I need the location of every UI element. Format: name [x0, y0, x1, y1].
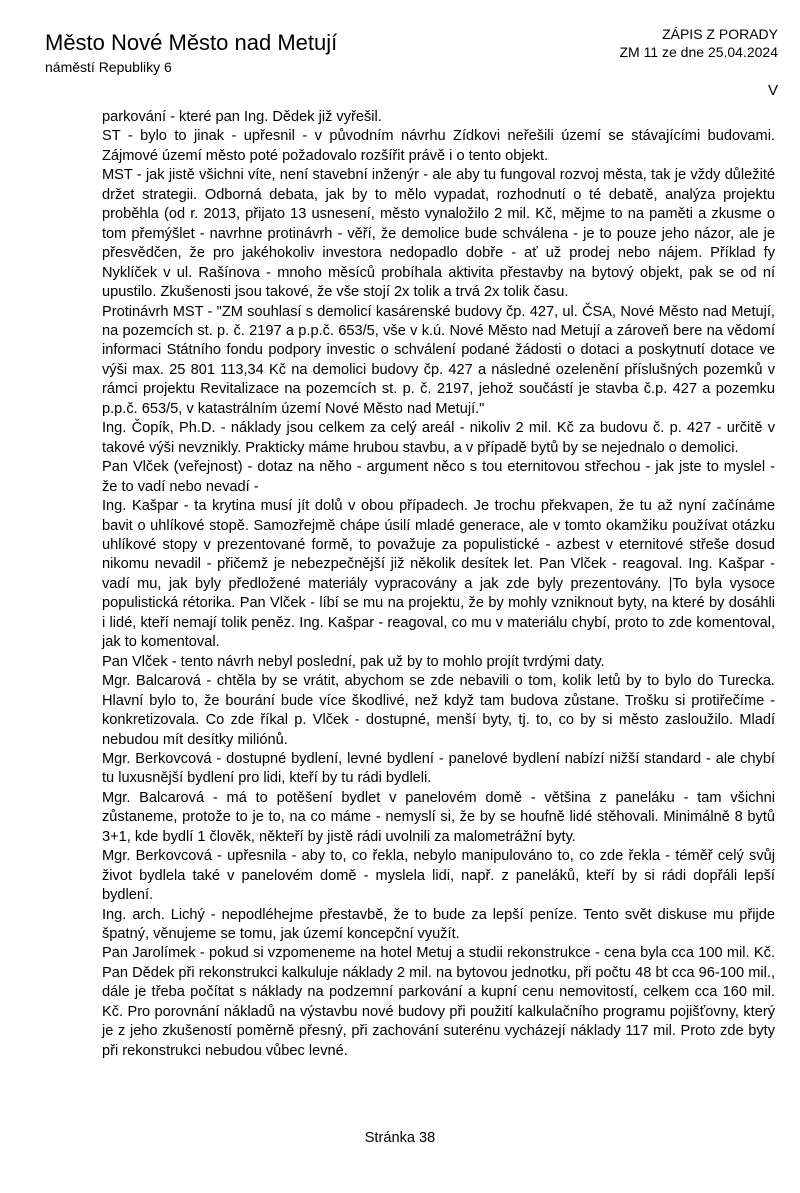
municipality-address: náměstí Republiky 6	[45, 59, 172, 75]
document-header-left	[45, 30, 337, 76]
paragraph: Ing. Čopík, Ph.D. - náklady jsou celkem za celý areál - nikoliv 2 mil. Kč za budovu č. p. 427 - určitě v takové výši nevznikly. Prakticky máme hrubou stavbu, a v případě bytů by se nejednalo o demolici.	[102, 420, 775, 456]
document-reference: ZM 11 ze dne 25.04.2024	[619, 44, 778, 60]
paragraph: MST - jak jistě všichni víte, není stavební inženýr - ale aby tu fungoval rozvoj města, tak je vždy důležité držet strategii. Odborná debata, jak by to mělo vypadat, rozhodnutí o té debatě, analýza projektu proběhla (od r. 2013, přijato 13 usnesení, město vynaložilo 2 mil. Kč, mějme to na paměti a zkusme o tom přemýšlet - navrhne protinávrh - věří, že demolice bude schválena - je to pouze jeho názor, ale je přesvědčen, že pro jakéhokoliv investora nedopadlo dobře - ať už prodej nebo nájem. Příklad fy Nyklíček v ul. Rašínova - mnoho měsíců probíhala aktivita přestavby na bytový objekt, pak se od ní upustilo. Zkušenosti jsou takové, že vše stojí 2x tolik a trvá 2x tolik času.	[102, 167, 775, 301]
paragraph: Mgr. Berkovcová - upřesnila - aby to, co řekla, nebylo manipulováno to, co zde řekla - téměř celý svůj život bydlela také v panelovém domě - myslela lidi, např. z paneláků, kteří by si rádi dopřáli lepší bydlení.	[102, 848, 775, 904]
paragraph: Pan Jarolímek - pokud si vzpomeneme na hotel Metuj a studii rekonstrukce - cena byla cca 100 mil. Kč. Pan Dědek při rekonstrukci kalkuluje náklady 2 mil. na bytovou jednotku, při počtu 48 bt cca 96-100 mil., dále je třeba počítat s náklady na podzemní parkování a kupní cenu nemovitostí, celkem cca 160 mil. Kč. Pro porovnání nákladů na výstavbu nové budovy při použití kalkulačního programu pojišťovny, který je z jeho zkušeností poměrně přesný, při zachování suterénu vycházejí náklady 117 mil. Proto zde byty při rekonstrukci nebudou vůbec levné.	[102, 945, 775, 1059]
minutes-body	[102, 108, 775, 1061]
page-number: Stránka 38	[364, 1130, 436, 1146]
paragraph: Mgr. Berkovcová - dostupné bydlení, levné bydlení - panelové bydlení nabízí nižší standard - ale chybí tu luxusnější bydlení pro lidi, kteří by tu rádi bydleli.	[102, 750, 775, 787]
paragraph: Ing. arch. Lichý - nepodléhejme přestavbě, že to bude za lepší peníze. Tento svět diskuse mu přijde špatný, věnujeme se tomu, jak území koncepční využít.	[102, 906, 775, 943]
paragraph: ST - bylo to jinak - upřesnil - v původním návrhu Zídkovi neřešili území se stávajícími budovami. Zájmové území město poté požadovalo rozšířit právě i o tento objekt.	[102, 128, 775, 164]
paragraph: Pan Vlček - tento návrh nebyl poslední, pak už by to mohlo projít tvrdými daty.	[102, 653, 605, 670]
section-mark: V	[767, 82, 778, 99]
paragraph: parkování - které pan Ing. Dědek již vyřešil.	[102, 109, 382, 125]
paragraph: Ing. Kašpar - ta krytina musí jít dolů v obou případech. Je trochu překvapen, že tu až nyní začínáme bavit o uhlíkové stopě. Samozřejmě chápe úsilí mladé generace, ale v tomto okamžiku používat otázku uhlíkové stopy v prezentované formě, to považuje za populistické - azbest v eternitové střeše dosud nikomu nevadil - přičemž je nebezpečnější již několik desítek let. Pan Vlček - reagoval. Ing. Kašpar - vadí mu, jak byly předložené materiály vypracovány a jak zde byly prezentovány. |To byla vysoce populistická rétorika. Pan Vlček - líbí se mu na projektu, že by mohly vzniknout byty, na které by dosáhli i lidé, kteří nemají tolik peněz. Ing. Kašpar - reagoval, co mu v materiálu chybí, proto to zde komentoval, jak to komentoval.	[102, 498, 775, 651]
paragraph: Mgr. Balcarová - má to potěšení bydlet v panelovém domě - většina z paneláku - tam všichni zůstaneme, protože to je to, na co máme - nemyslí si, že by se houfně lidé stěhovali. Minimálně 8 bytů 3+1, kde bydlí 1 člověk, někteří by jistě rádi uvolnili za malometrážní byty.	[102, 789, 775, 845]
document-type: ZÁPIS Z PORADY	[662, 26, 778, 42]
paragraph: Pan Vlček (veřejnost) - dotaz na něho - argument něco s tou eternitovou střechou - jak jste to myslel - že to vadí nebo nevadí -	[102, 459, 775, 495]
document-header-right	[619, 25, 778, 61]
paragraph: Mgr. Balcarová - chtěla by se vrátit, abychom se zde nebavili o tom, kolik letů by to bylo do Turecka. Hlavní bylo to, že bourání bude více škodlivé, než když tam budova zůstane. Trošku si protiřečíme - konkretizovala. Co zde říkal p. Vlček - dostupné, menší byty, tj. to, co by si město zasloužilo. Mladí nebudou mít desítky miliónů.	[102, 673, 775, 748]
paragraph: Protinávrh MST - "ZM souhlasí s demolicí kasárenské budovy čp. 427, ul. ČSA, Nové Město nad Metují, na pozemcích st. p. č. 2197 a p.p.č. 653/5, vše v k.ú. Nové Město nad Metují a zároveň bere na vědomí informaci Státního fondu podpory investic o schválení podané žádosti o dotaci a poskytnutí dotace ve výši max. 25 801 113,34 Kč na demolici budovy čp. 427 a následné ozelenění příslušných pozemků v rámci projektu Revitalizace na pozemcích st. p. č. 2197, jehož součástí je stavba č.p. 427 a pozemku p.p.č. 653/5, v katastrálním území Nové Město nad Metují."	[102, 303, 775, 417]
municipality-title: Město Nové Město nad Metují	[45, 30, 338, 55]
